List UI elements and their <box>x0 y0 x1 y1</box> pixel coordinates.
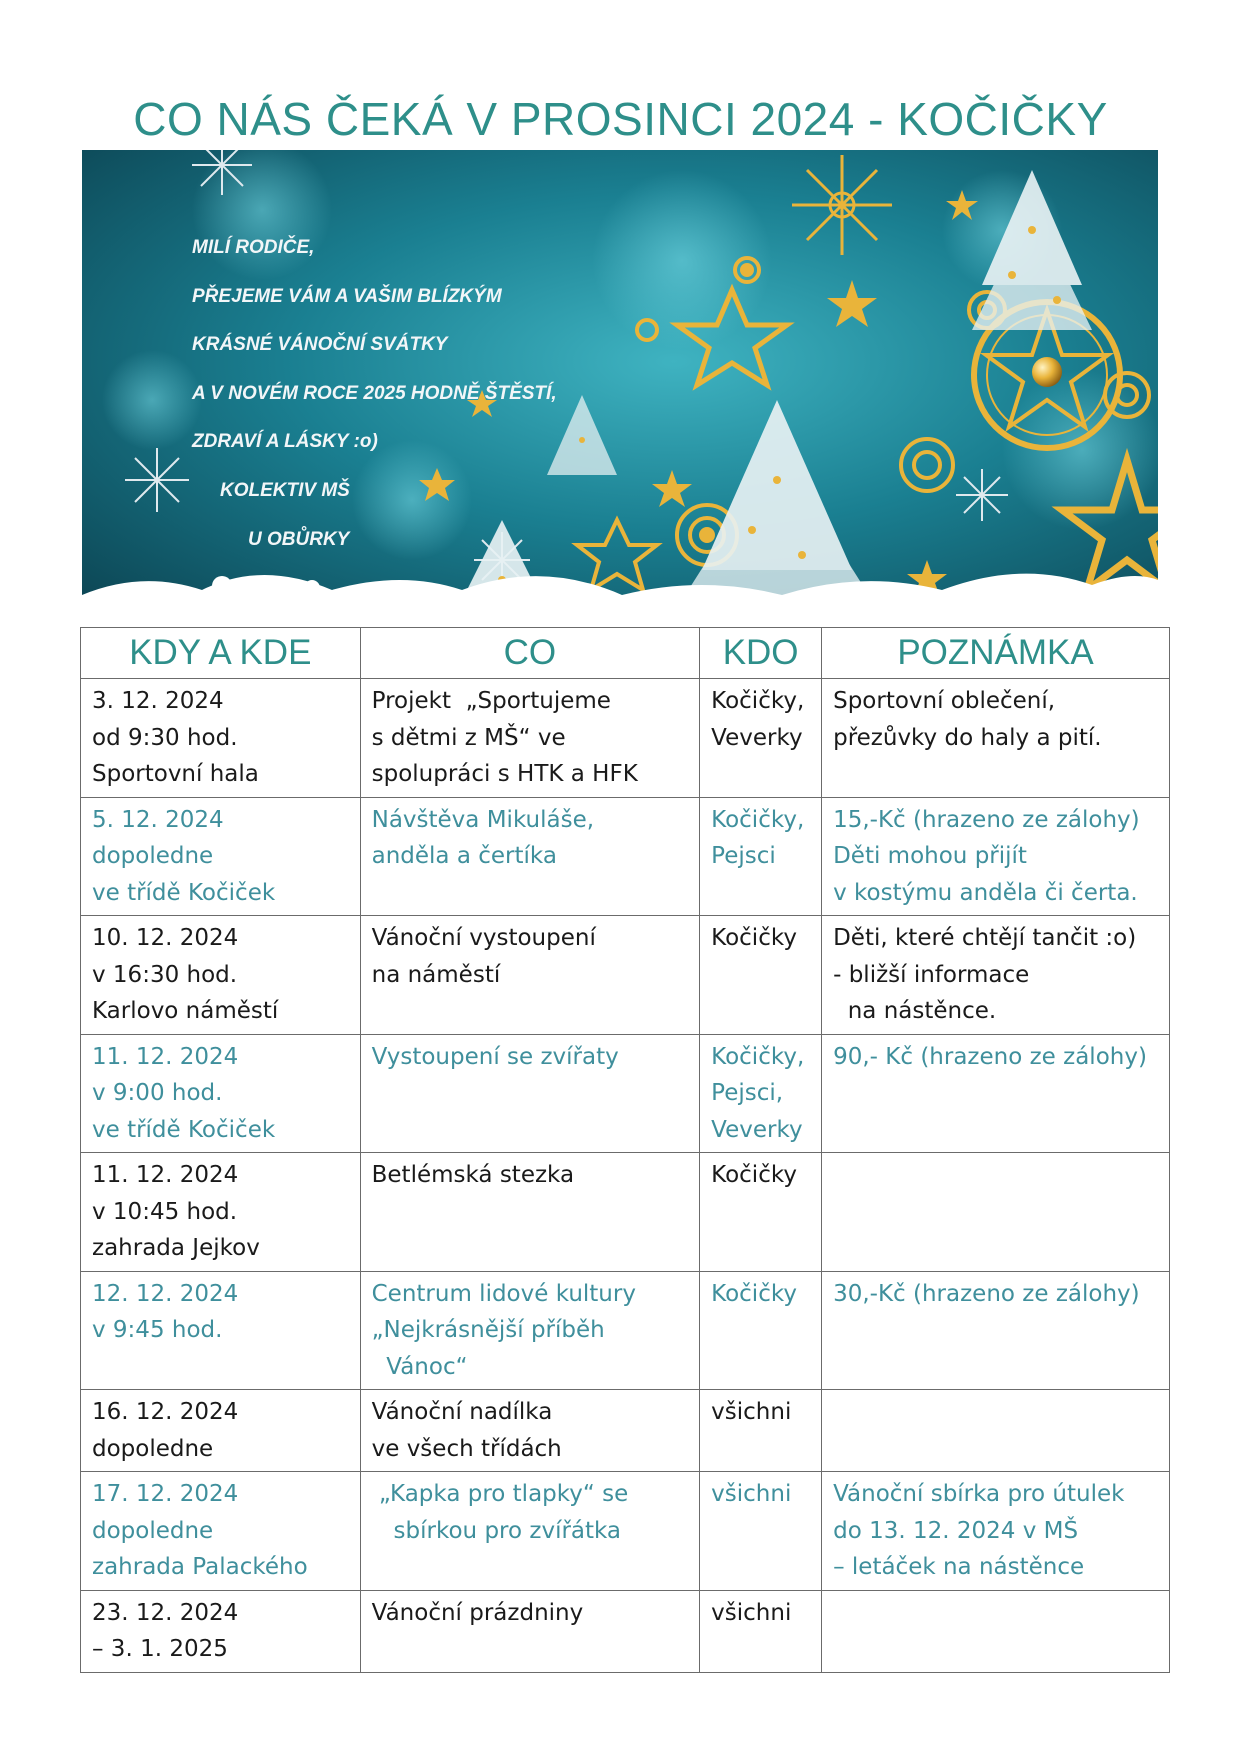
cell-line: anděla a čertíka <box>371 843 557 869</box>
cell-kdy <box>81 1590 361 1672</box>
cell-line: dopoledne <box>92 1517 214 1544</box>
cell-line: 3. 12. 2024 <box>92 688 224 714</box>
cell-line: Centrum lidové kultury <box>371 1280 636 1307</box>
cell-kdo <box>700 797 822 916</box>
cell-line: ve třídě Kočiček <box>92 1116 276 1143</box>
cell-line: Veverky <box>711 1116 803 1143</box>
cell-line: v 9:00 hod. <box>92 1080 223 1106</box>
cell-kdo <box>700 1153 822 1272</box>
cell-co <box>360 1590 700 1672</box>
cell-line: spolupráci s HTK a HFK <box>371 761 638 787</box>
cell-kdo <box>700 1034 822 1153</box>
cell-line: Kočičky, <box>711 688 805 714</box>
cell-kdo <box>700 1472 822 1591</box>
cell-line: Vánoční sbírka pro útulek <box>833 1481 1125 1507</box>
cell-line: Vánoc“ <box>371 1353 468 1380</box>
cell-line: Děti mohou přijít <box>833 843 1027 869</box>
cell-line: 11. 12. 2024 <box>92 1162 239 1188</box>
cell-line: Kočičky <box>711 1280 797 1307</box>
cell-line: dopoledne <box>92 1435 214 1462</box>
cell-line: od 9:30 hod. <box>92 724 238 751</box>
cell-line: Pejsci, <box>711 1080 784 1106</box>
greeting-line: KRÁSNÉ VÁNOČNÍ SVÁTKY <box>192 334 448 356</box>
cell-line: Kočičky, <box>711 806 805 833</box>
cell-line: Veverky <box>711 724 803 751</box>
greeting-text <box>192 224 557 564</box>
cell-poznamka <box>822 679 1170 798</box>
table-row <box>81 1034 1170 1153</box>
cell-co <box>360 797 700 916</box>
cell-line: 10. 12. 2024 <box>92 925 239 951</box>
cell-line: 11. 12. 2024 <box>92 1043 239 1070</box>
cell-kdy <box>81 797 361 916</box>
cell-kdy <box>81 1390 361 1472</box>
column-header-co: CO <box>360 628 700 679</box>
cell-kdo <box>700 1590 822 1672</box>
greeting-signature-line: U OBŮRKY <box>248 528 350 550</box>
cell-line: 5. 12. 2024 <box>92 806 224 833</box>
cell-line: sbírkou pro zvířátka <box>371 1517 622 1544</box>
table-row <box>81 1390 1170 1472</box>
column-header-kdo: KDO <box>700 628 822 679</box>
cell-line: „Nejkrásnější příběh <box>371 1317 605 1343</box>
cell-line: ve všech třídách <box>371 1435 562 1462</box>
cell-line: ve třídě Kočiček <box>92 879 276 906</box>
cell-line: 16. 12. 2024 <box>92 1399 239 1425</box>
cell-line: Sportovní hala <box>92 761 259 787</box>
cell-line: všichni <box>711 1399 792 1425</box>
cell-line: na nástěnce. <box>833 998 997 1024</box>
cell-line: Pejsci <box>711 843 776 869</box>
cell-co <box>360 1271 700 1390</box>
cell-line: v 9:45 hod. <box>92 1317 223 1343</box>
greeting-signature-line: KOLEKTIV MŠ <box>220 479 350 501</box>
cell-co <box>360 1153 700 1272</box>
schedule-table <box>80 627 1170 1673</box>
cell-line: – 3. 1. 2025 <box>92 1636 228 1662</box>
greeting-line: A V NOVÉM ROCE 2025 HODNĚ ŠTĚSTÍ, <box>192 382 557 404</box>
cell-kdy <box>81 1472 361 1591</box>
table-row <box>81 1153 1170 1272</box>
cell-line: 12. 12. 2024 <box>92 1280 239 1307</box>
cell-line: 17. 12. 2024 <box>92 1481 239 1507</box>
cell-line: do 13. 12. 2024 v MŠ <box>833 1517 1079 1544</box>
cell-line: – letáček na nástěnce <box>833 1554 1085 1580</box>
cell-line: dopoledne <box>92 843 214 869</box>
cell-kdy <box>81 679 361 798</box>
cell-line: Vystoupení se zvířaty <box>371 1043 619 1070</box>
greeting-line: MILÍ RODIČE, <box>192 237 315 258</box>
cell-poznamka <box>822 797 1170 916</box>
cell-line: v 10:45 hod. <box>92 1198 238 1225</box>
cell-line: Kočičky, <box>711 1043 805 1070</box>
cell-line: zahrada Jejkov <box>92 1235 260 1261</box>
cell-line: Vánoční nadílka <box>371 1399 553 1425</box>
cell-kdo <box>700 1390 822 1472</box>
table-header-row <box>81 628 1170 679</box>
cell-co <box>360 1034 700 1153</box>
table-row <box>81 1271 1170 1390</box>
column-header-kdy-a-kde: KDY A KDE <box>81 628 361 679</box>
cell-poznamka <box>822 1271 1170 1390</box>
cell-kdy <box>81 1034 361 1153</box>
cell-co <box>360 1472 700 1591</box>
cell-line: Vánoční prázdniny <box>371 1599 584 1626</box>
christmas-banner <box>82 150 1158 620</box>
table-row <box>81 679 1170 798</box>
cell-line: všichni <box>711 1481 792 1507</box>
cell-line: Kočičky <box>711 925 797 951</box>
cell-line: na náměstí <box>371 961 501 988</box>
cell-line: Návštěva Mikuláše, <box>371 806 595 833</box>
table-row <box>81 1590 1170 1672</box>
cell-co <box>360 679 700 798</box>
cell-line: 30,-Kč (hrazeno ze zálohy) <box>833 1280 1140 1307</box>
cell-line: - bližší informace <box>833 961 1030 988</box>
cell-line: Projekt „Sportujeme <box>371 688 611 714</box>
cell-line: Sportovní oblečení, <box>833 688 1056 714</box>
cell-line: Děti, které chtějí tančit :o) <box>833 925 1137 951</box>
cell-line: v 16:30 hod. <box>92 961 238 988</box>
cell-line: Betlémská stezka <box>371 1162 575 1188</box>
cell-line: přezůvky do haly a pití. <box>833 724 1102 751</box>
table-row <box>81 916 1170 1035</box>
cell-line: Vánoční vystoupení <box>371 925 596 951</box>
cell-co <box>360 916 700 1035</box>
cell-poznamka <box>822 916 1170 1035</box>
cell-line: 15,-Kč (hrazeno ze zálohy) <box>833 806 1140 833</box>
cell-line: 90,- Kč (hrazeno ze zálohy) <box>833 1043 1147 1070</box>
cell-line: „Kapka pro tlapky“ se <box>371 1481 629 1507</box>
cell-poznamka <box>822 1034 1170 1153</box>
cell-co <box>360 1390 700 1472</box>
table-row <box>81 1472 1170 1591</box>
cell-kdy <box>81 1153 361 1272</box>
column-header-poznamka: POZNÁMKA <box>822 628 1170 679</box>
cell-line: s dětmi z MŠ“ ve <box>371 724 566 751</box>
cell-poznamka <box>822 1472 1170 1591</box>
schedule-rows <box>81 679 1170 1673</box>
greeting-line: PŘEJEME VÁM A VAŠIM BLÍZKÝM <box>192 285 502 307</box>
cell-kdo <box>700 1271 822 1390</box>
cell-kdy <box>81 916 361 1035</box>
cell-poznamka <box>822 1390 1170 1472</box>
cell-line: zahrada Palackého <box>92 1554 308 1580</box>
table-row <box>81 797 1170 916</box>
page-title: CO NÁS ČEKÁ V PROSINCI 2024 - KOČIČKY <box>133 93 1108 145</box>
cell-kdy <box>81 1271 361 1390</box>
cell-poznamka <box>822 1590 1170 1672</box>
cell-poznamka <box>822 1153 1170 1272</box>
cell-line: v kostýmu anděla či čerta. <box>833 879 1138 906</box>
cell-line: Kočičky <box>711 1162 797 1188</box>
cell-kdo <box>700 679 822 798</box>
cell-line: všichni <box>711 1599 792 1626</box>
cell-line: Karlovo náměstí <box>92 998 279 1024</box>
cell-line: 23. 12. 2024 <box>92 1599 239 1626</box>
greeting-line: ZDRAVÍ A LÁSKY :o) <box>192 431 378 453</box>
cell-kdo <box>700 916 822 1035</box>
